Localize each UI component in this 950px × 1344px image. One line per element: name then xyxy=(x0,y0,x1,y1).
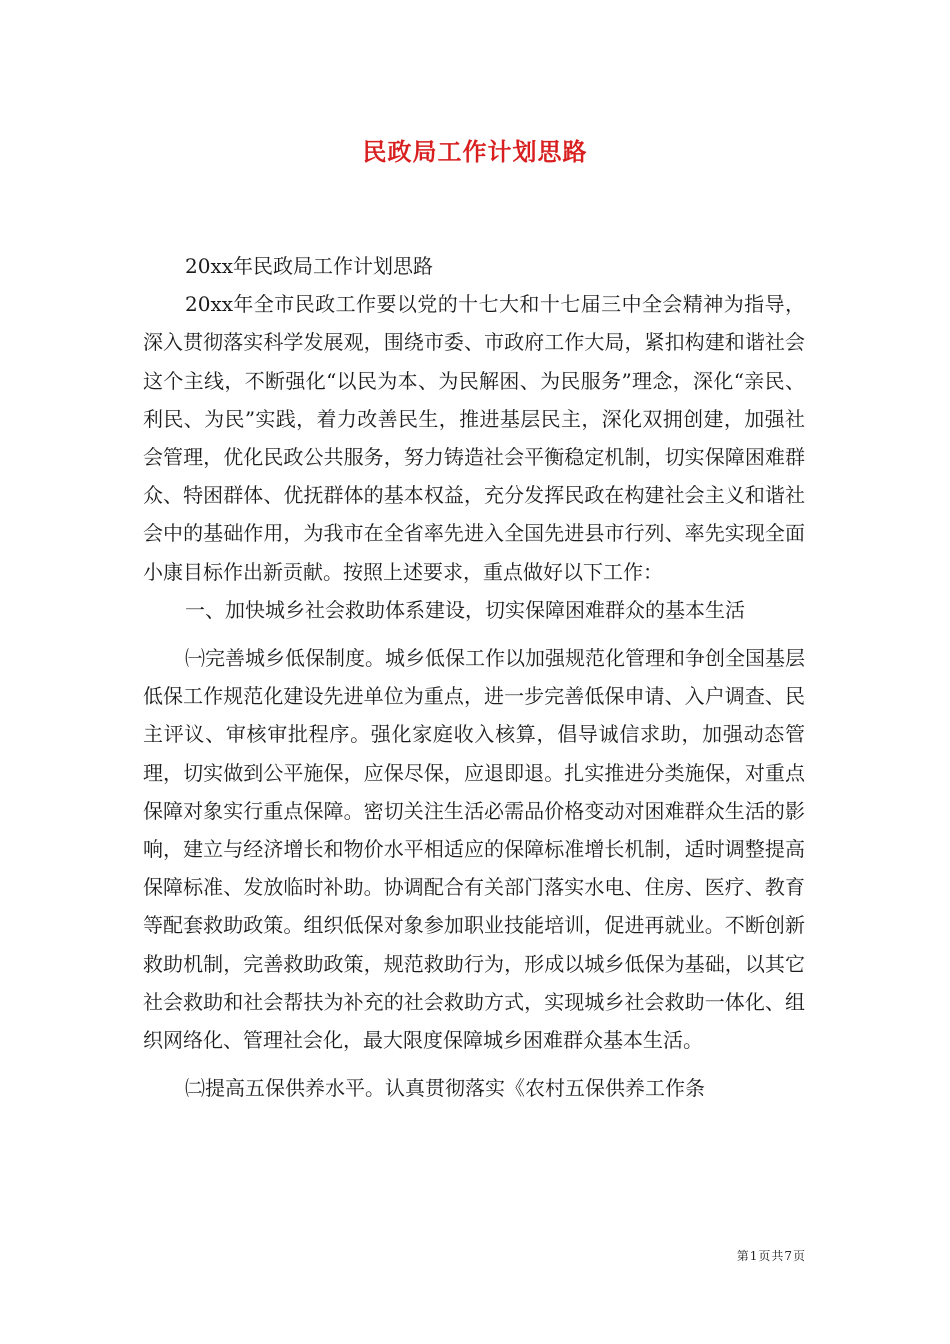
section-heading-1: 一、加快城乡社会救助体系建设，切实保障困难群众的基本生活 xyxy=(185,597,745,622)
paragraph-subsection-1: ㈠完善城乡低保制度。城乡低保工作以加强规范化管理和争创全国基层低保工作规范化建设先进单位为重点，进一步完善低保申请、入户调查、民主评议、审核审批程序。强化家庭收入核算，倡导诚信求助，加强动态管理，切实做到公平施保，应保尽保，应退即退。扎实推进分类施保，对重点保障对象实行重点保障。密切关注生活必需品价格变动对困难群众生活的影响，建立与经济增长和物价水平相适应的保障标准增长机制，适时调整提高保障标准、发放临时补助。协调配合有关部门落实水电、住房、医疗、教育等配套救助政策。组织低保对象参加职业技能培训，促进再就业。不断创新救助机制，完善救助政策，规范救助行为，形成以城乡低保为基础，以其它社会救助和社会帮扶为补充的社会救助方式，实现城乡社会救助一体化、组织网络化、管理社会化，最大限度保障城乡困难群众基本生活。 xyxy=(143,646,805,1053)
document-title: 民政局工作计划思路 xyxy=(362,137,588,166)
paragraph-intro: 20xx年全市民政工作要以党的十七大和十七届三中全会精神为指导，深入贯彻落实科学发展观，围绕市委、市政府工作大局，紧扣构建和谐社会这个主线，不断强化“以民为本、为民解困、为民服务”理念，深化“亲民、利民、为民”实践，着力改善民生，推进基层民主，深化双拥创建，加强社会管理，优化民政公共服务，努力铸造社会平衡稳定机制，切实保障困难群众、特困群体、优抚群体的基本权益，充分发挥民政在构建社会主义和谐社会中的基础作用，为我市在全省率先进入全国先进县市行列、率先实现全面小康目标作出新贡献。按照上述要求，重点做好以下工作： xyxy=(143,292,805,584)
document-body xyxy=(143,247,805,1107)
paragraph-subsection-2: ㈡提高五保供养水平。认真贯彻落实《农村五保供养工作条 xyxy=(185,1076,705,1101)
paragraph-heading: 20xx年民政局工作计划思路 xyxy=(185,254,434,278)
page-number: 第1页共7页 xyxy=(736,1249,806,1263)
